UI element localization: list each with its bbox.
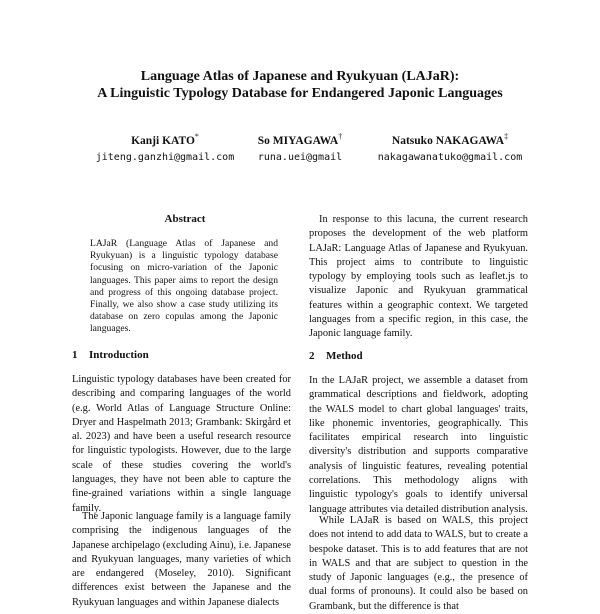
author-name: So MIYAGAWA†: [257, 132, 343, 147]
intro-paragraph-2: The Japonic language family is a language family comprising the indigenous languages of the Japanese archipelago (excluding Ainu), i.e. Japanese and Ryukyuan languages, many varieties of which are endangered (Moseley, 2010). Significant differences exist between the Japanese and the Ryukyuan languages and within Japanese dialects: [72, 511, 291, 608]
author-footnote-mark: ‡: [504, 132, 509, 142]
author-name: Natsuko NAKAGAWA‡: [391, 132, 509, 147]
author-miyagawa: [230, 134, 370, 164]
section-heading-introduction: 1 Introduction: [72, 349, 149, 361]
author-nakagawa: [365, 134, 535, 164]
abstract-heading: Abstract: [164, 213, 206, 225]
lacuna-paragraph: In response to this lacuna, the current research proposes the development of the web platform LAJaR: Language Atlas of Japanese and Ryukyuan. This project aims to contribute to linguistic typology by employing tools such as leaflet.js to visualize Japonic and Ryukyuan grammatical features within a geographic context. We targeted languages from a specific region, in this case, the Japonic language family.: [309, 214, 528, 340]
author-footnote-mark: †: [338, 132, 343, 142]
method-paragraph-1: In the LAJaR project, we assemble a dataset from grammatical descriptions and fieldwork, adopting the WALS model to chart global languages' traits, like phonemic inventories, geographically. This facilitates empirical research into linguistic diversity's distribution and supports comparative analysis of linguistic features, revealing potential correlations. This methodology aligns with linguistic typology's goals to identify universal language attributes via detailed distribution analysis.: [309, 375, 528, 515]
abstract-text: LAJaR (Language Atlas of Japanese and Ryukyuan) is a linguistic typology database focusing on micro-variation of the Japonic languages. This paper aims to report the design and progress of this ongoing database project. Finally, we also show a case study utilizing its database on zero copulas among the Japonic languages.: [90, 238, 278, 335]
author-name: Kanji KATO*: [131, 132, 199, 147]
section-heading-method: 2 Method: [309, 350, 363, 362]
author-email: runa.uei@gmail: [257, 152, 343, 163]
author-email: jiteng.ganzhi@gmail.com: [95, 152, 235, 163]
author-footnote-mark: *: [194, 132, 199, 142]
author-email: nakagawanatuko@gmail.com: [377, 152, 523, 163]
paper-title-line-1: Language Atlas of Japanese and Ryukyuan (LAJaR):: [140, 69, 460, 84]
author-kato: [80, 134, 250, 164]
method-paragraph-2: While LAJaR is based on WALS, this project does not intend to add data to WALS, but to create a bespoke dataset. This is to add features that are not in WALS and that are subject to question in the study of Japonic languages (e.g., the presence of dual forms of pronouns). It could also be based on Grambank, but the difference is that: [309, 515, 528, 612]
paper-title-line-2: A Linguistic Typology Database for Endangered Japonic Languages: [97, 86, 503, 101]
intro-paragraph-1: Linguistic typology databases have been created for describing and comparing languages of the world (e.g. World Atlas of Language Structure Online: Dryer and Haspelmath 2013; Grambank: Skirgård et al. 2023) and have been a useful research resource for linguistic typologists. However, due to the large scale of these studies covering the world's languages, they have not been able to capture the fine-grained variations within a single language family.: [72, 374, 291, 514]
